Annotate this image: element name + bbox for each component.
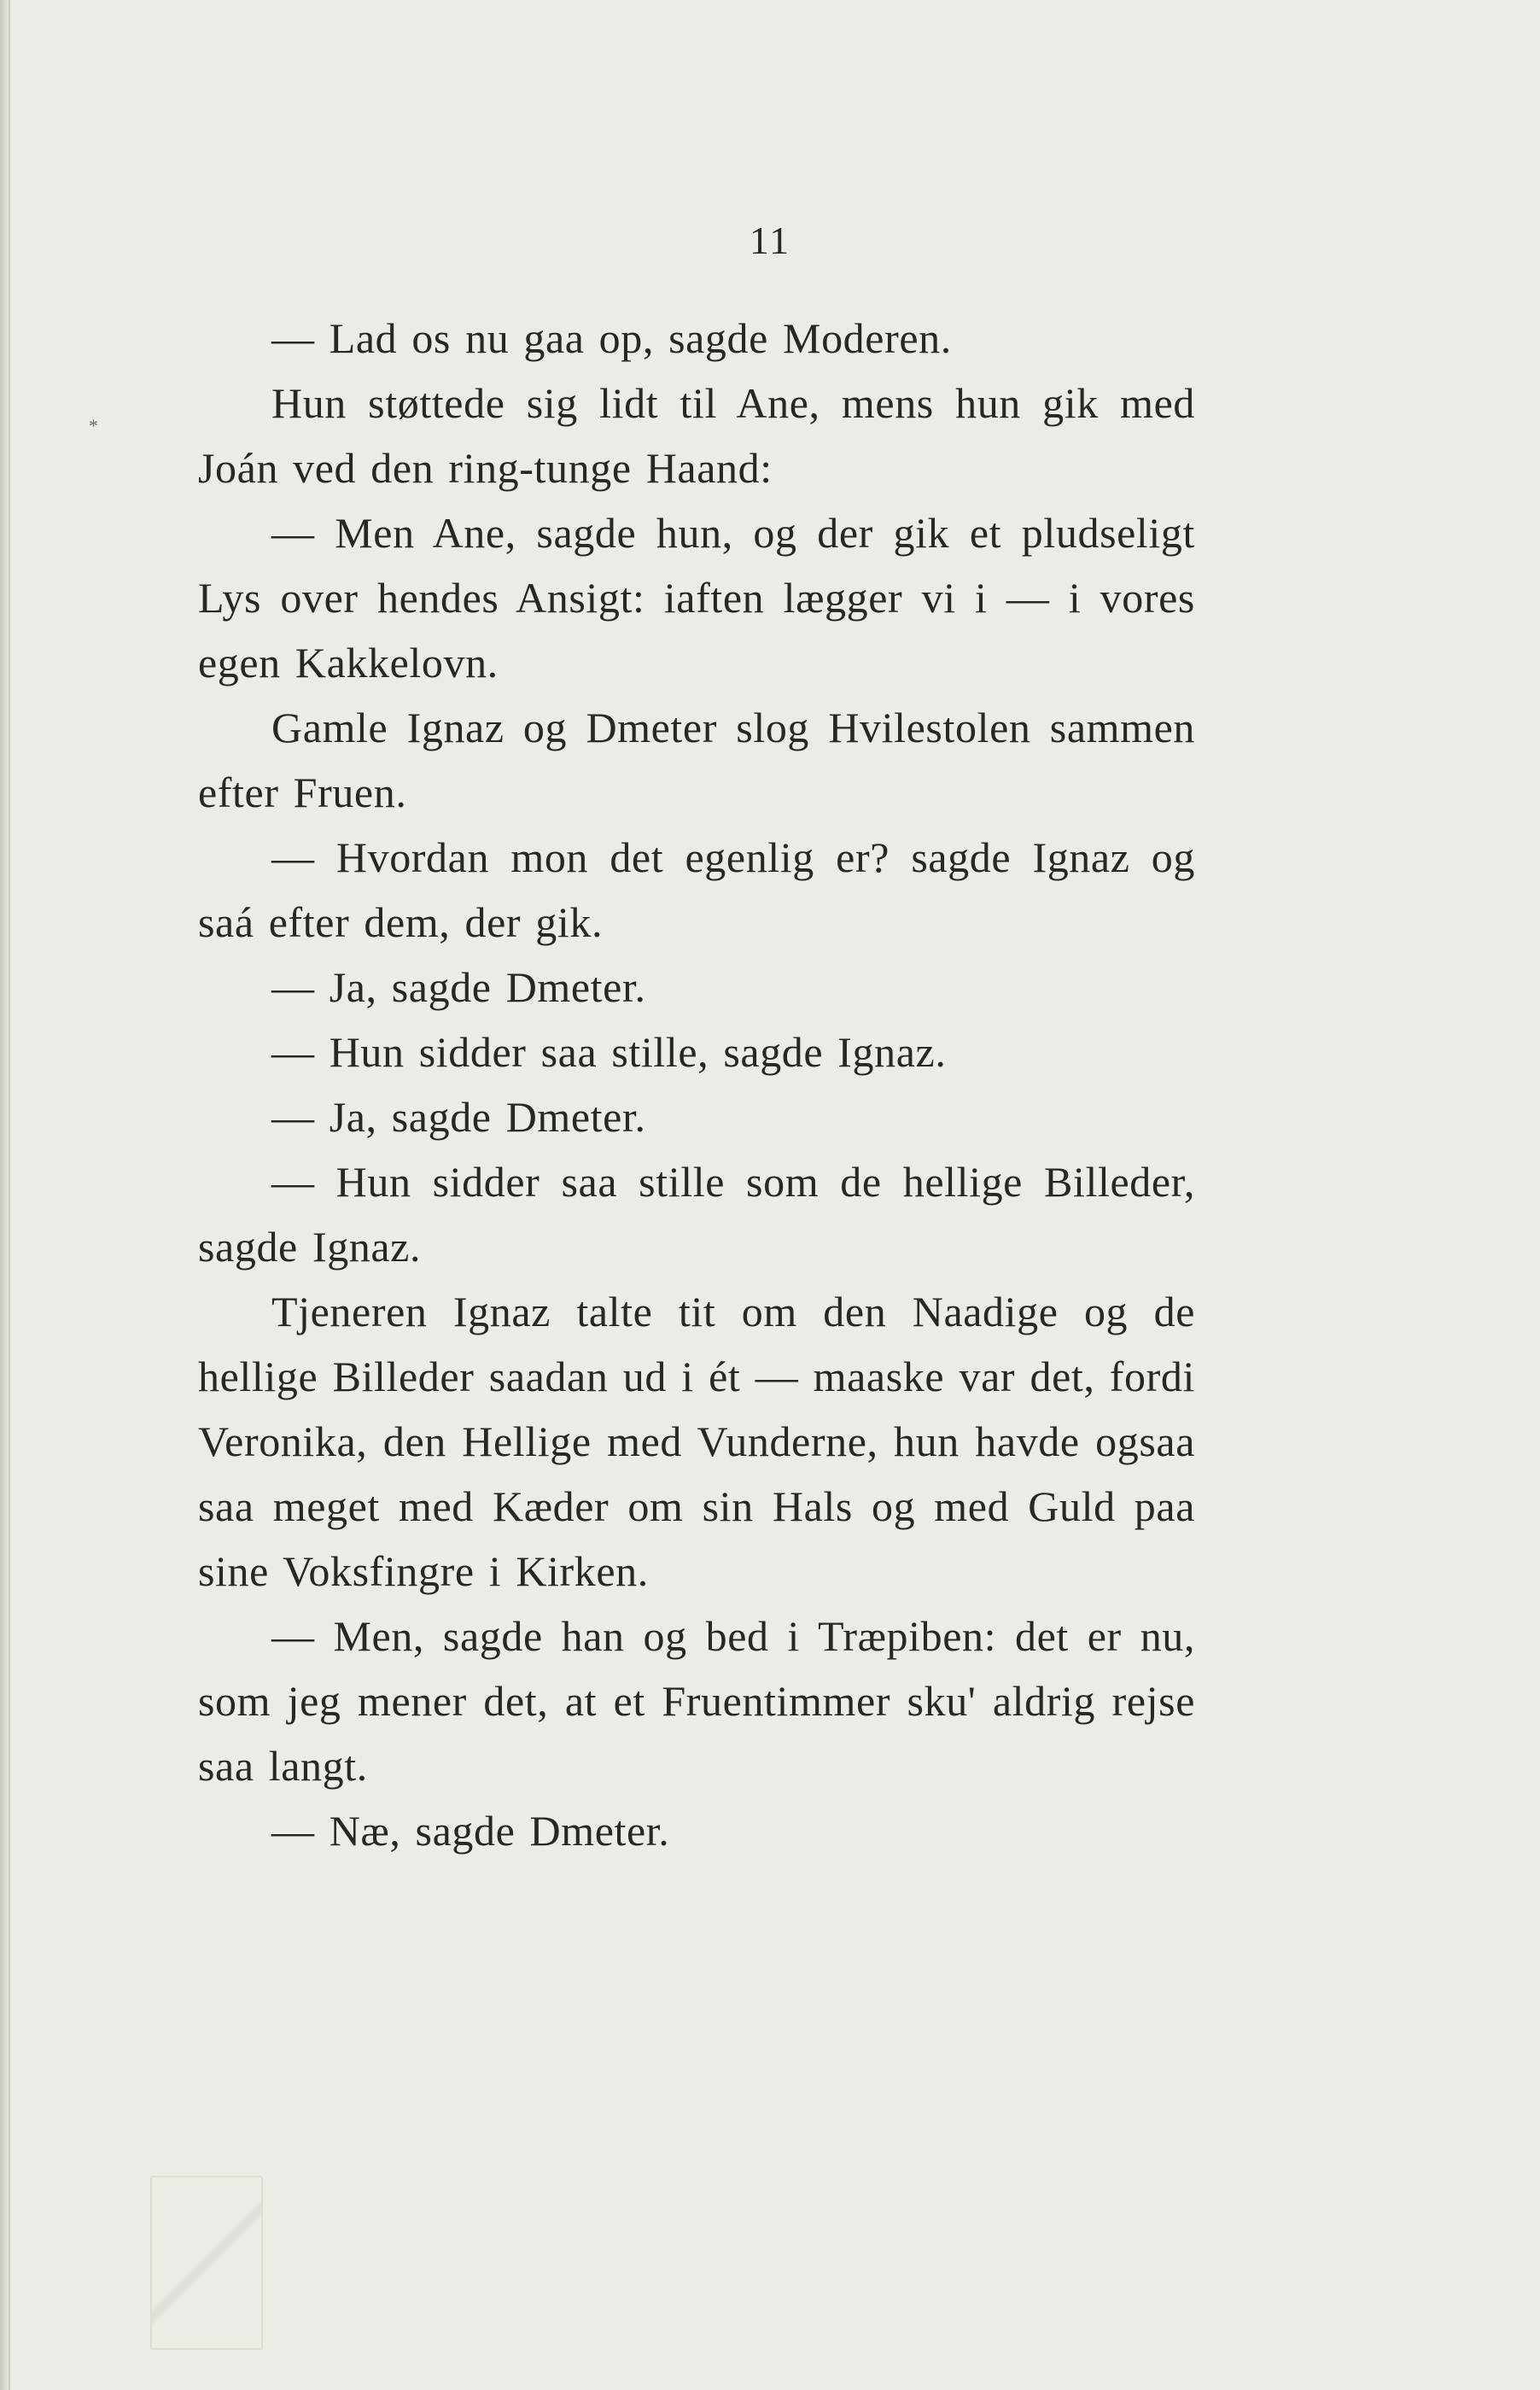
paragraph: — Lad os nu gaa op, sagde Moderen. (271, 314, 952, 362)
paragraph: — Men, sagde han og bed i Træpiben: det er nu, som jeg mener det, at et Fruentimmer sku' aldrig rejse saa langt. (198, 1612, 1195, 1790)
paragraph: — Hvordan mon det egenlig er? sagde Ignaz og saá efter dem, der gik. (198, 833, 1195, 946)
paragraph: — Næ, sagde Dmeter. (271, 1807, 670, 1855)
ink-speck: * (89, 415, 98, 436)
page-number: 11 (749, 219, 791, 262)
paragraph: — Hun sidder saa stille som de hellige Billeder, sagde Ignaz. (198, 1158, 1195, 1271)
paragraph: — Ja, sagde Dmeter. (271, 963, 646, 1011)
paragraph: — Men Ane, sagde hun, og der gik et pludseligt Lys over hendes Ansigt: iaften lægger vi i — i vores egen Kakkelovn. (198, 509, 1195, 687)
paragraph: — Ja, sagde Dmeter. (271, 1093, 646, 1141)
paragraph: Tjeneren Ignaz talte tit om den Naadige og de hellige Billeder saadan ud i ét — maaske var det, fordi Veronika, den Hellige med Vunderne, hun havde ogsaa saa meget med Kæder om sin Hals og med Guld paa sine Voksfingre i Kirken. (198, 1288, 1195, 1595)
paragraph: Hun støttede sig lidt til Ane, mens hun gik med Joán ved den ring-tunge Haand: (198, 379, 1195, 492)
paragraph: — Hun sidder saa stille, sagde Ignaz. (271, 1028, 947, 1076)
paragraph: Gamle Ignaz og Dmeter slog Hvilestolen sammen efter Fruen. (198, 704, 1195, 816)
scan-edge-line (9, 0, 10, 2390)
page-corner-mark (150, 2176, 263, 2350)
body-text (198, 306, 1195, 1863)
